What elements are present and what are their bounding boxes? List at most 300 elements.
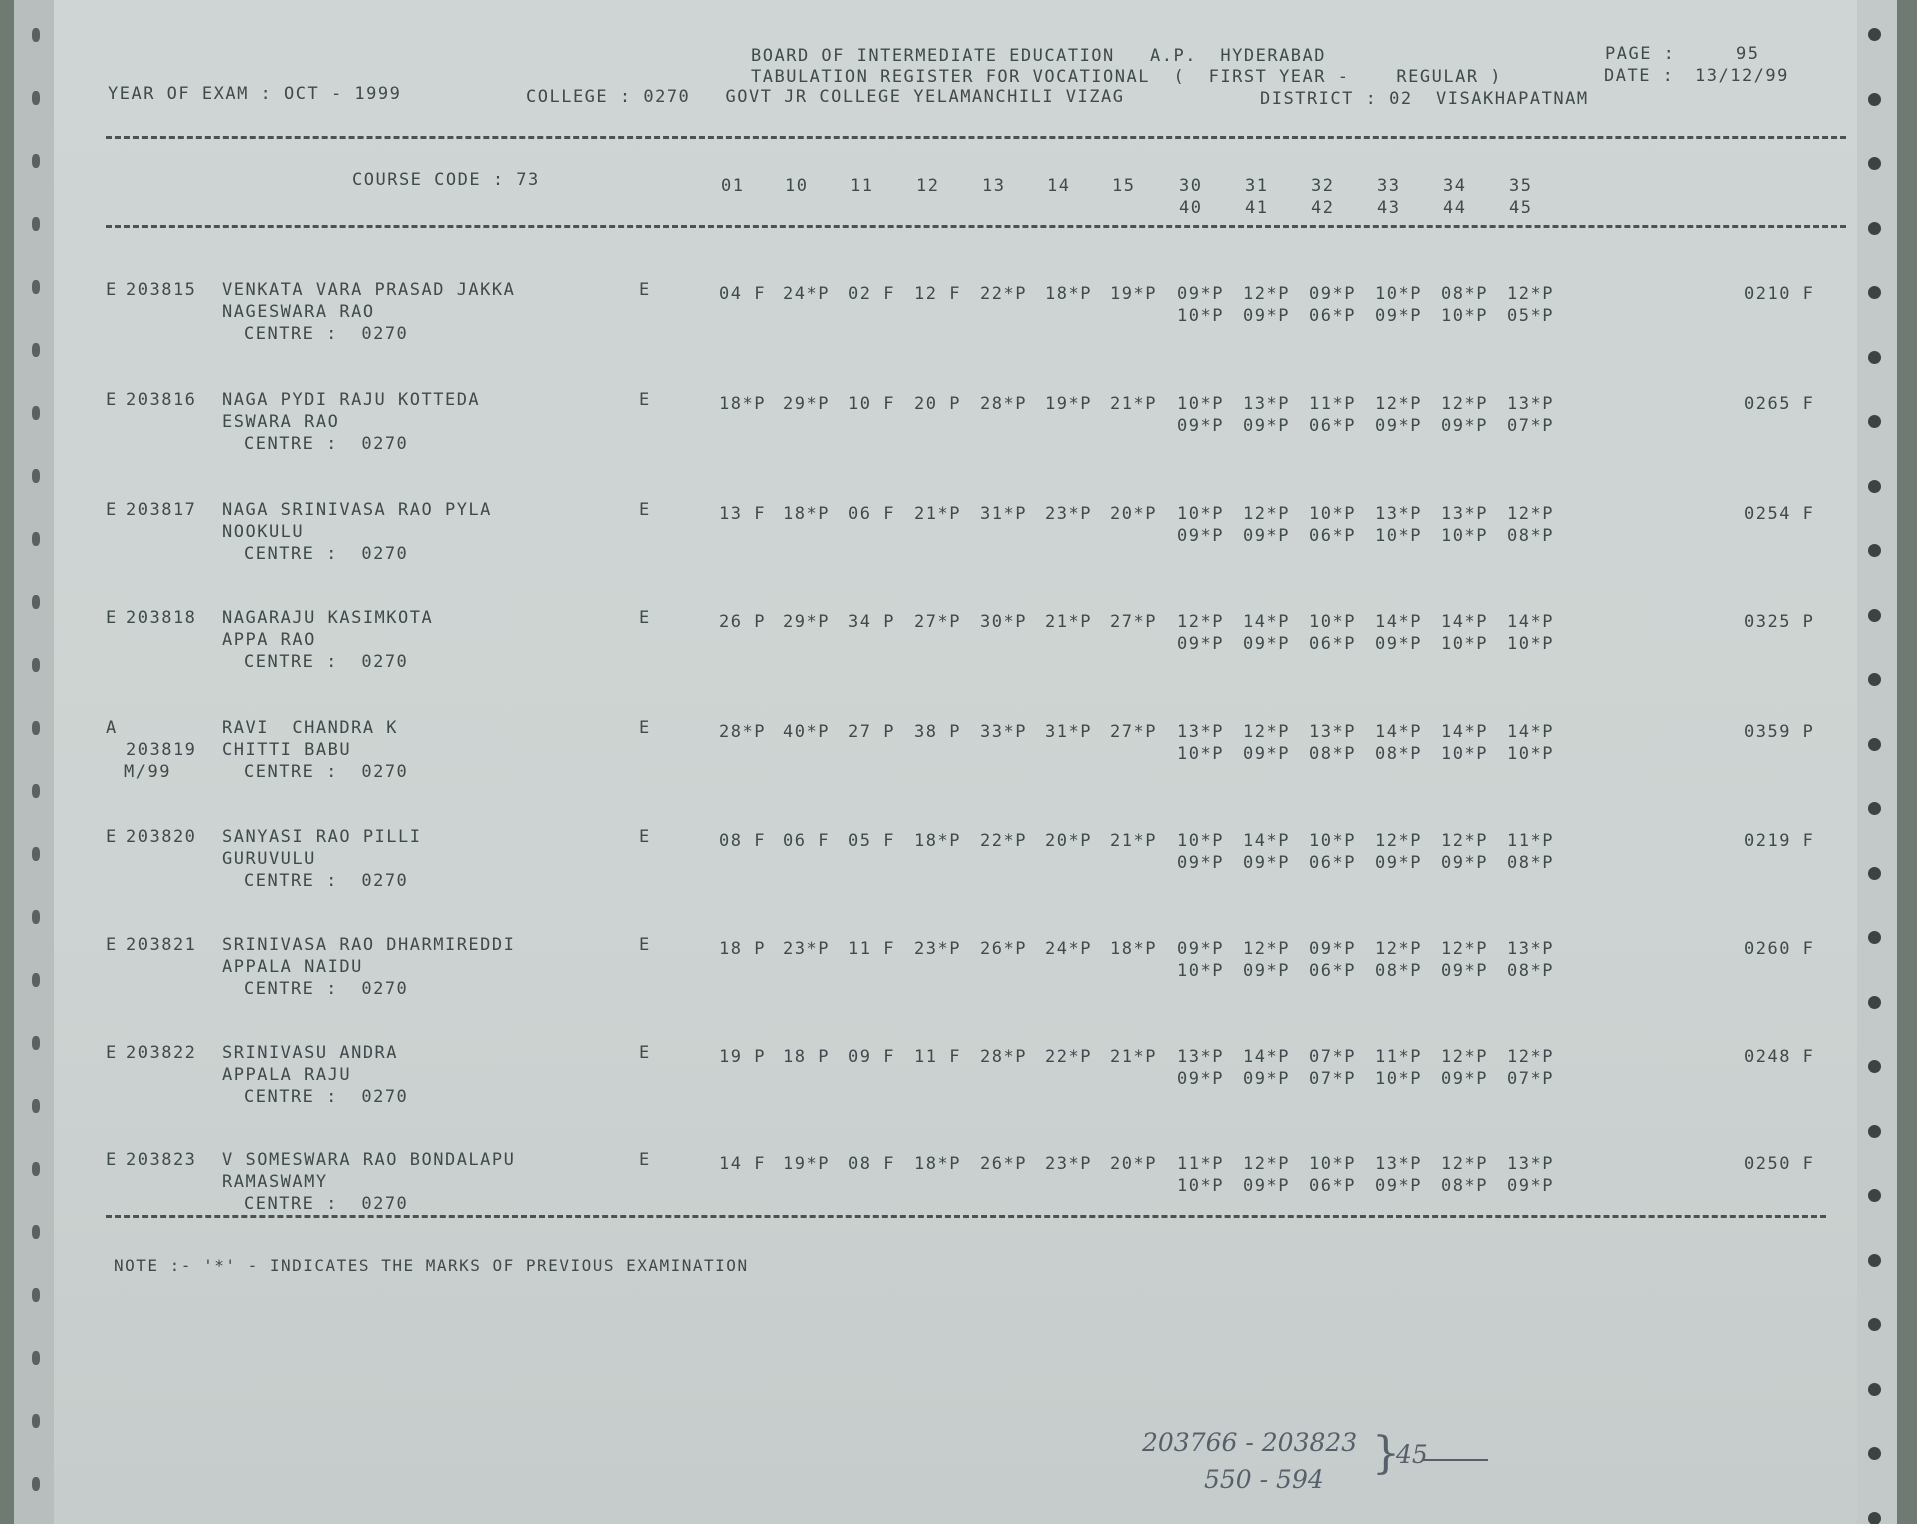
father-name: RAMASWAMY — [222, 1172, 328, 1192]
candidate-name: RAVI CHANDRA K — [222, 718, 399, 738]
candidate-name: NAGARAJU KASIMKOTA — [222, 608, 434, 628]
medium-code: E — [639, 718, 651, 738]
course-code: COURSE CODE : 73 — [352, 170, 540, 190]
subject-mark: 09*P — [1243, 853, 1290, 873]
subject-mark: 06*P — [1309, 306, 1356, 326]
subject-code: 33 — [1377, 176, 1401, 196]
tractor-hole — [32, 217, 40, 231]
subject-mark: 29*P — [783, 612, 830, 632]
subject-code: 34 — [1443, 176, 1467, 196]
subject-code: 30 — [1179, 176, 1203, 196]
centre-code: CENTRE : 0270 — [244, 434, 409, 454]
tractor-hole — [1868, 415, 1881, 428]
tractor-hole — [32, 784, 40, 798]
subject-mark: 13*P — [1507, 939, 1554, 959]
tractor-hole — [1868, 544, 1881, 557]
subject-mark: 09*P — [1375, 853, 1422, 873]
subject-mark: 19 P — [719, 1047, 766, 1067]
subject-mark: 08*P — [1441, 284, 1488, 304]
subject-mark: 06*P — [1309, 853, 1356, 873]
subject-mark: 08*P — [1507, 526, 1554, 546]
tractor-hole — [32, 1162, 40, 1176]
subject-mark: 21*P — [1045, 612, 1092, 632]
subject-mark: 07*P — [1309, 1047, 1356, 1067]
subject-mark: 14*P — [1243, 1047, 1290, 1067]
father-name: GURUVULU — [222, 849, 316, 869]
total-result: 0219 F — [1744, 831, 1815, 851]
tractor-hole — [1868, 996, 1881, 1009]
hall-ticket-number: 203816 — [126, 390, 197, 410]
subject-code: 31 — [1245, 176, 1269, 196]
subject-mark: 08 F — [719, 831, 766, 851]
subject-mark: 08*P — [1441, 1176, 1488, 1196]
father-name: APPA RAO — [222, 630, 316, 650]
subject-code: 40 — [1179, 198, 1203, 218]
subject-mark: 28*P — [980, 394, 1027, 414]
page-number: 95 — [1736, 44, 1760, 64]
medium-code: E — [639, 827, 651, 847]
medium-code: E — [639, 608, 651, 628]
date-value: 13/12/99 — [1695, 66, 1789, 86]
subject-code: 13 — [982, 176, 1006, 196]
tractor-hole — [32, 28, 40, 42]
subject-mark: 38 P — [914, 722, 961, 742]
subject-mark: 20*P — [1045, 831, 1092, 851]
subject-mark: 14*P — [1243, 612, 1290, 632]
marks-note: NOTE :- '*' - INDICATES THE MARKS OF PREVIOUS EXAMINATION — [114, 1256, 749, 1275]
subject-mark: 10*P — [1177, 394, 1224, 414]
subject-mark: 14*P — [1441, 612, 1488, 632]
subject-code: 43 — [1377, 198, 1401, 218]
subject-code: 10 — [785, 176, 809, 196]
tractor-hole — [1868, 1125, 1881, 1138]
handwritten-dash — [1422, 1456, 1492, 1464]
hall-ticket-number: 203821 — [126, 935, 197, 955]
subject-mark: 09*P — [1177, 634, 1224, 654]
subject-mark: 13*P — [1177, 1047, 1224, 1067]
subject-code: 11 — [850, 176, 874, 196]
total-result: 0265 F — [1744, 394, 1815, 414]
subject-mark: 24*P — [783, 284, 830, 304]
subject-mark: 22*P — [980, 831, 1027, 851]
subject-mark: 13*P — [1375, 504, 1422, 524]
subject-mark: 08*P — [1375, 961, 1422, 981]
subject-mark: 09*P — [1375, 416, 1422, 436]
hall-ticket-number: 203815 — [126, 280, 197, 300]
subject-mark: 29*P — [783, 394, 830, 414]
subject-mark: 08*P — [1507, 961, 1554, 981]
subject-mark: 10*P — [1177, 504, 1224, 524]
tractor-hole — [1868, 931, 1881, 944]
medium-code: E — [639, 1043, 651, 1063]
subject-mark: 10*P — [1507, 634, 1554, 654]
subject-code: 41 — [1245, 198, 1269, 218]
subject-mark: 12*P — [1441, 939, 1488, 959]
subject-mark: 13*P — [1243, 394, 1290, 414]
subject-mark: 09*P — [1177, 853, 1224, 873]
subject-mark: 12*P — [1177, 612, 1224, 632]
year-of-exam: YEAR OF EXAM : OCT - 1999 — [108, 84, 402, 104]
subject-mark: 24*P — [1045, 939, 1092, 959]
subject-mark: 09*P — [1441, 1069, 1488, 1089]
tractor-hole — [32, 1288, 40, 1302]
subject-mark: 14 F — [719, 1154, 766, 1174]
subject-mark: 10*P — [1309, 831, 1356, 851]
centre-code: CENTRE : 0270 — [244, 871, 409, 891]
candidate-name: VENKATA VARA PRASAD JAKKA — [222, 280, 516, 300]
tractor-hole — [32, 91, 40, 105]
medium-code: E — [639, 390, 651, 410]
subject-mark: 10*P — [1441, 744, 1488, 764]
candidate-name: SRINIVASA RAO DHARMIREDDI — [222, 935, 516, 955]
total-result: 0248 F — [1744, 1047, 1815, 1067]
subject-mark: 10*P — [1375, 284, 1422, 304]
subject-mark: 09*P — [1177, 1069, 1224, 1089]
subject-mark: 40*P — [783, 722, 830, 742]
subject-mark: 18 P — [783, 1047, 830, 1067]
subject-mark: 13*P — [1309, 722, 1356, 742]
tractor-hole — [1868, 673, 1881, 686]
tractor-hole — [32, 1225, 40, 1239]
subject-mark: 28*P — [980, 1047, 1027, 1067]
record-prefix: E — [106, 1150, 118, 1170]
father-name: NOOKULU — [222, 522, 305, 542]
subject-mark: 08*P — [1375, 744, 1422, 764]
subject-mark: 19*P — [1045, 394, 1092, 414]
tractor-hole — [1868, 157, 1881, 170]
subject-code: 12 — [916, 176, 940, 196]
father-name: CHITTI BABU — [222, 740, 352, 760]
handwritten-count: 45 — [1396, 1440, 1428, 1469]
centre-code: CENTRE : 0270 — [244, 979, 409, 999]
record-prefix: A — [106, 718, 118, 738]
subject-mark: 09*P — [1243, 1176, 1290, 1196]
subject-mark: 09*P — [1243, 1069, 1290, 1089]
subject-mark: 23*P — [1045, 1154, 1092, 1174]
subject-code: 42 — [1311, 198, 1335, 218]
subject-mark: 06*P — [1309, 1176, 1356, 1196]
register-title: TABULATION REGISTER FOR VOCATIONAL ( FIRST YEAR - REGULAR ) — [751, 67, 1503, 87]
hall-ticket-number: 203819 — [126, 740, 197, 760]
subject-mark: 12*P — [1243, 284, 1290, 304]
subject-code: 14 — [1047, 176, 1071, 196]
subject-mark: 30*P — [980, 612, 1027, 632]
subject-mark: 23*P — [914, 939, 961, 959]
page-label: PAGE : — [1605, 44, 1676, 64]
subject-mark: 10*P — [1177, 306, 1224, 326]
subject-mark: 18*P — [1110, 939, 1157, 959]
subject-mark: 31*P — [980, 504, 1027, 524]
subject-mark: 09*P — [1177, 416, 1224, 436]
subject-mark: 12 F — [914, 284, 961, 304]
subject-mark: 10*P — [1309, 504, 1356, 524]
subject-mark: 04 F — [719, 284, 766, 304]
centre-code: CENTRE : 0270 — [244, 544, 409, 564]
subject-mark: 26*P — [980, 939, 1027, 959]
subject-mark: 21*P — [914, 504, 961, 524]
subject-mark: 09*P — [1375, 1176, 1422, 1196]
centre-code: CENTRE : 0270 — [244, 324, 409, 344]
subject-mark: 14*P — [1243, 831, 1290, 851]
hall-ticket-number: 203818 — [126, 608, 197, 628]
total-result: 0254 F — [1744, 504, 1815, 524]
hall-ticket-number: 203820 — [126, 827, 197, 847]
subject-mark: 27*P — [1110, 722, 1157, 742]
tractor-hole — [1868, 802, 1881, 815]
tractor-hole — [1868, 222, 1881, 235]
subject-mark: 02 F — [848, 284, 895, 304]
tractor-hole — [32, 847, 40, 861]
subject-code: 45 — [1509, 198, 1533, 218]
tractor-hole — [32, 1099, 40, 1113]
subject-mark: 09*P — [1375, 634, 1422, 654]
tractor-hole — [1868, 609, 1881, 622]
candidate-name: SANYASI RAO PILLI — [222, 827, 422, 847]
subject-mark: 09 F — [848, 1047, 895, 1067]
subject-mark: 05*P — [1507, 306, 1554, 326]
subject-mark: 22*P — [980, 284, 1027, 304]
total-result: 0250 F — [1744, 1154, 1815, 1174]
candidate-name: NAGA PYDI RAJU KOTTEDA — [222, 390, 481, 410]
total-result: 0210 F — [1744, 284, 1815, 304]
tractor-hole — [1868, 1447, 1881, 1460]
tractor-hole — [1868, 1512, 1881, 1524]
subject-mark: 20*P — [1110, 1154, 1157, 1174]
column-header-divider — [106, 225, 1846, 228]
total-result: 0325 P — [1744, 612, 1815, 632]
tractor-hole — [1868, 1254, 1881, 1267]
tractor-hole — [32, 721, 40, 735]
subject-mark: 10*P — [1441, 634, 1488, 654]
subject-mark: 34 P — [848, 612, 895, 632]
tractor-hole — [1868, 1189, 1881, 1202]
subject-mark: 18 P — [719, 939, 766, 959]
subject-mark: 10*P — [1441, 306, 1488, 326]
subject-mark: 13*P — [1507, 1154, 1554, 1174]
subject-mark: 09*P — [1243, 306, 1290, 326]
subject-mark: 18*P — [1045, 284, 1092, 304]
tractor-hole — [1868, 738, 1881, 751]
subject-mark: 23*P — [1045, 504, 1092, 524]
tractor-hole — [1868, 28, 1881, 41]
tractor-hole — [32, 406, 40, 420]
subject-mark: 13*P — [1177, 722, 1224, 742]
subject-mark: 18*P — [719, 394, 766, 414]
centre-code: CENTRE : 0270 — [244, 1194, 409, 1214]
medium-code: E — [639, 1150, 651, 1170]
subject-mark: 09*P — [1441, 853, 1488, 873]
subject-mark: 22*P — [1045, 1047, 1092, 1067]
subject-mark: 07*P — [1309, 1069, 1356, 1089]
header-divider — [106, 136, 1846, 139]
subject-mark: 13*P — [1375, 1154, 1422, 1174]
subject-mark: 06 F — [848, 504, 895, 524]
subject-mark: 10*P — [1375, 526, 1422, 546]
father-name: APPALA RAJU — [222, 1065, 352, 1085]
subject-mark: 09*P — [1309, 939, 1356, 959]
tractor-hole — [32, 910, 40, 924]
register-sheet — [14, 0, 1897, 1524]
subject-mark: 18*P — [783, 504, 830, 524]
record-prefix: E — [106, 827, 118, 847]
subject-mark: 06*P — [1309, 416, 1356, 436]
subject-mark: 08*P — [1507, 853, 1554, 873]
subject-mark: 13*P — [1507, 394, 1554, 414]
record-prefix: E — [106, 500, 118, 520]
footer-divider — [106, 1215, 1826, 1218]
subject-mark: 09*P — [1243, 744, 1290, 764]
subject-mark: 07*P — [1507, 1069, 1554, 1089]
subject-mark: 09*P — [1177, 284, 1224, 304]
subject-mark: 21*P — [1110, 1047, 1157, 1067]
subject-mark: 10*P — [1309, 1154, 1356, 1174]
subject-mark: 27 P — [848, 722, 895, 742]
subject-mark: 11 F — [848, 939, 895, 959]
subject-mark: 21*P — [1110, 394, 1157, 414]
centre-code: CENTRE : 0270 — [244, 652, 409, 672]
handwritten-serials: 550 - 594 — [1204, 1465, 1324, 1494]
subject-mark: 12*P — [1441, 831, 1488, 851]
record-prefix: E — [106, 1043, 118, 1063]
record-prefix: E — [106, 935, 118, 955]
subject-mark: 18*P — [914, 1154, 961, 1174]
subject-mark: 09*P — [1177, 939, 1224, 959]
record-prefix: E — [106, 390, 118, 410]
district-info: DISTRICT : 02 VISAKHAPATNAM — [1260, 89, 1589, 109]
total-result: 0260 F — [1744, 939, 1815, 959]
tractor-hole — [1868, 480, 1881, 493]
subject-mark: 19*P — [1110, 284, 1157, 304]
centre-code: CENTRE : 0270 — [244, 762, 409, 782]
tractor-hole — [1868, 1060, 1881, 1073]
subject-mark: 09*P — [1309, 284, 1356, 304]
tractor-hole — [1868, 351, 1881, 364]
subject-mark: 10*P — [1177, 831, 1224, 851]
hall-ticket-number: 203823 — [126, 1150, 197, 1170]
subject-code: 01 — [721, 176, 745, 196]
medium-code: E — [639, 500, 651, 520]
tractor-hole — [32, 469, 40, 483]
subject-mark: 31*P — [1045, 722, 1092, 742]
subject-mark: 12*P — [1441, 1154, 1488, 1174]
subject-mark: 08 F — [848, 1154, 895, 1174]
subject-mark: 26*P — [980, 1154, 1027, 1174]
tractor-hole — [32, 1477, 40, 1491]
subject-code: 44 — [1443, 198, 1467, 218]
subject-mark: 12*P — [1243, 504, 1290, 524]
subject-mark: 11*P — [1375, 1047, 1422, 1067]
subject-mark: 09*P — [1177, 526, 1224, 546]
record-prefix: E — [106, 608, 118, 628]
subject-mark: 09*P — [1243, 526, 1290, 546]
subject-code: 35 — [1509, 176, 1533, 196]
subject-mark: 06*P — [1309, 634, 1356, 654]
subject-mark: 06*P — [1309, 526, 1356, 546]
subject-mark: 12*P — [1507, 1047, 1554, 1067]
subject-mark: 10*P — [1507, 744, 1554, 764]
tractor-hole — [32, 154, 40, 168]
subject-mark: 09*P — [1441, 416, 1488, 436]
father-name: NAGESWARA RAO — [222, 302, 375, 322]
centre-code: CENTRE : 0270 — [244, 1087, 409, 1107]
subject-mark: 12*P — [1375, 394, 1422, 414]
subject-mark: 09*P — [1375, 306, 1422, 326]
subject-mark: 10 F — [848, 394, 895, 414]
subject-mark: 05 F — [848, 831, 895, 851]
subject-mark: 12*P — [1375, 939, 1422, 959]
father-name: ESWARA RAO — [222, 412, 340, 432]
tractor-hole — [32, 973, 40, 987]
subject-mark: 10*P — [1177, 961, 1224, 981]
subject-mark: 21*P — [1110, 831, 1157, 851]
handwritten-brace: } — [1372, 1428, 1400, 1479]
subject-mark: 20*P — [1110, 504, 1157, 524]
tractor-hole — [1868, 1383, 1881, 1396]
subject-mark: 28*P — [719, 722, 766, 742]
subject-mark: 10*P — [1177, 744, 1224, 764]
tractor-hole — [32, 1351, 40, 1365]
subject-mark: 11*P — [1177, 1154, 1224, 1174]
tractor-hole — [32, 658, 40, 672]
college-info: COLLEGE : 0270 GOVT JR COLLEGE YELAMANCHILI VIZAG — [526, 87, 1125, 107]
tractor-hole — [32, 280, 40, 294]
subject-mark: 06*P — [1309, 961, 1356, 981]
subject-mark: 13*P — [1441, 504, 1488, 524]
subject-mark: 09*P — [1243, 416, 1290, 436]
tractor-hole — [1868, 867, 1881, 880]
subject-mark: 12*P — [1441, 394, 1488, 414]
subject-mark: 33*P — [980, 722, 1027, 742]
tractor-hole — [32, 595, 40, 609]
subject-mark: 11*P — [1309, 394, 1356, 414]
medium-code: E — [639, 935, 651, 955]
handwritten-range: 203766 - 203823 — [1142, 1428, 1358, 1457]
subject-mark: 12*P — [1375, 831, 1422, 851]
subject-mark: 09*P — [1243, 961, 1290, 981]
total-result: 0359 P — [1744, 722, 1815, 742]
medium-code: E — [639, 280, 651, 300]
subject-mark: 13 F — [719, 504, 766, 524]
candidate-name: V SOMESWARA RAO BONDALAPU — [222, 1150, 516, 1170]
tractor-hole — [1868, 93, 1881, 106]
record-remark: M/99 — [124, 762, 171, 782]
subject-mark: 09*P — [1243, 634, 1290, 654]
subject-mark: 12*P — [1441, 1047, 1488, 1067]
tractor-hole — [32, 343, 40, 357]
subject-mark: 12*P — [1507, 504, 1554, 524]
subject-mark: 12*P — [1243, 1154, 1290, 1174]
subject-mark: 14*P — [1375, 722, 1422, 742]
tractor-hole — [1868, 1318, 1881, 1331]
subject-mark: 27*P — [1110, 612, 1157, 632]
board-title: BOARD OF INTERMEDIATE EDUCATION A.P. HYDERABAD — [751, 46, 1327, 66]
subject-mark: 11*P — [1507, 831, 1554, 851]
candidate-name: SRINIVASU ANDRA — [222, 1043, 399, 1063]
subject-mark: 27*P — [914, 612, 961, 632]
subject-mark: 26 P — [719, 612, 766, 632]
subject-mark: 23*P — [783, 939, 830, 959]
subject-mark: 08*P — [1309, 744, 1356, 764]
subject-mark: 09*P — [1441, 961, 1488, 981]
subject-mark: 12*P — [1507, 284, 1554, 304]
subject-mark: 10*P — [1441, 526, 1488, 546]
tractor-hole — [1868, 286, 1881, 299]
tractor-hole — [32, 1036, 40, 1050]
subject-mark: 14*P — [1507, 722, 1554, 742]
subject-mark: 12*P — [1243, 722, 1290, 742]
subject-mark: 07*P — [1507, 416, 1554, 436]
subject-mark: 20 P — [914, 394, 961, 414]
